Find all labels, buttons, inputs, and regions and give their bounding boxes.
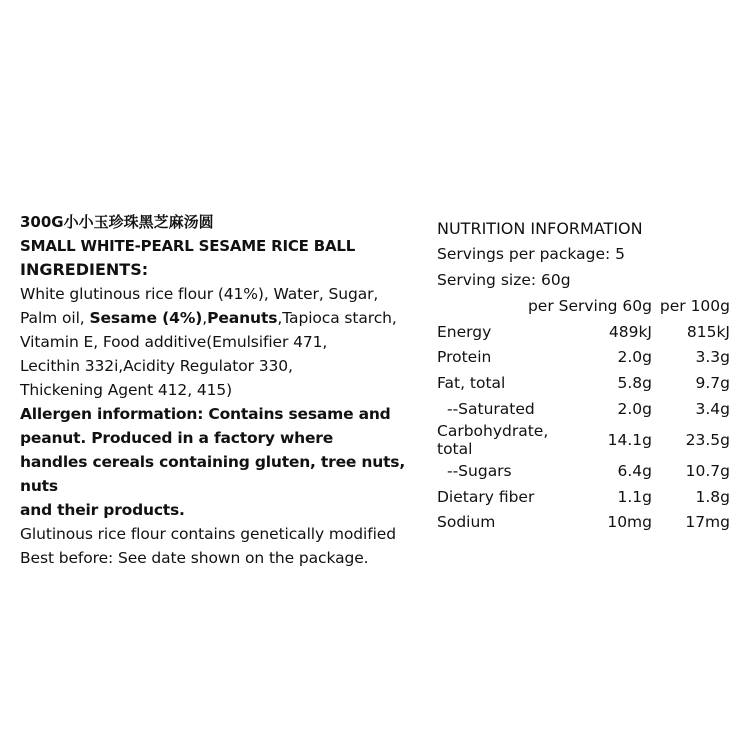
allergen-information	[20, 402, 420, 522]
ingredients-line	[20, 306, 420, 330]
per-serving-value: 6.4g	[617, 461, 652, 480]
per-serving-value: 489kJ	[608, 322, 652, 341]
ingredients-line: White glutinous rice flour (41%), Water, Sugar,	[20, 285, 379, 303]
servings-per-package: Servings per package: 5	[437, 245, 626, 263]
per-100g-value: 10.7g	[685, 461, 730, 480]
nutrient-name: --Sugars	[447, 461, 512, 480]
nutrition-header-row	[437, 293, 730, 319]
nutrient-name: Sodium	[437, 513, 496, 532]
nutrient-name: Energy	[437, 322, 492, 341]
nutrition-panel	[437, 216, 732, 535]
product-title-chinese: 300G小小玉珍珠黑芝麻汤圆	[20, 213, 214, 231]
nutrient-name: --Saturated	[447, 400, 535, 419]
nutrition-row	[437, 370, 730, 396]
product-title-english: SMALL WHITE-PEARL SESAME RICE BALL	[20, 237, 356, 255]
nutrition-row	[437, 319, 730, 345]
nutrient-name: Fat, total	[437, 374, 506, 393]
nutrient-name: Carbohydrate, total	[437, 421, 549, 458]
ingredients-list	[20, 282, 420, 402]
nutrition-row	[437, 458, 730, 484]
ingredients-panel	[20, 210, 420, 570]
nutrition-row	[437, 422, 730, 458]
nutrition-title: NUTRITION INFORMATION	[437, 219, 643, 238]
per-100g-value: 3.3g	[695, 348, 730, 367]
allergen-peanuts: Peanuts	[207, 309, 278, 327]
ingredient-text: ,	[202, 309, 208, 327]
best-before-note: Best before: See date shown on the package.	[20, 549, 369, 567]
allergen-line: and their products.	[20, 501, 185, 519]
nutrition-row	[437, 345, 730, 371]
nutrient-name: Protein	[437, 348, 492, 367]
nutrient-name: Dietary fiber	[437, 487, 535, 506]
per-100g-value: 3.4g	[695, 400, 730, 419]
per-100g-value: 1.8g	[695, 487, 730, 506]
ingredient-text: Palm oil,	[20, 309, 90, 327]
ingredients-line: Lecithin 332i,Acidity Regulator 330,	[20, 357, 293, 375]
allergen-line: handles cereals containing gluten, tree nuts, nuts	[20, 453, 406, 495]
per-serving-value: 10mg	[607, 513, 652, 532]
allergen-line: Allergen information: Contains sesame and	[20, 405, 391, 423]
per-100g-value: 9.7g	[695, 374, 730, 393]
column-per-100g: per 100g	[659, 296, 730, 315]
column-per-serving: per Serving 60g	[527, 296, 652, 315]
nutrition-row	[437, 484, 730, 510]
per-serving-value: 1.1g	[617, 487, 652, 506]
gmo-note: Glutinous rice flour contains genetically modified	[20, 525, 396, 543]
per-100g-value: 23.5g	[685, 430, 730, 449]
per-100g-value: 17mg	[685, 513, 730, 532]
ingredients-line: Thickening Agent 412, 415)	[20, 381, 233, 399]
per-serving-value: 2.0g	[617, 348, 652, 367]
nutrition-table	[437, 293, 730, 535]
per-serving-value: 2.0g	[617, 400, 652, 419]
ingredients-heading: INGREDIENTS:	[20, 260, 149, 279]
nutrition-row	[437, 510, 730, 536]
per-serving-value: 5.8g	[617, 374, 652, 393]
serving-size: Serving size: 60g	[437, 271, 571, 289]
allergen-line: peanut. Produced in a factory where	[20, 429, 334, 447]
per-serving-value: 14.1g	[607, 430, 652, 449]
ingredient-text: ,Tapioca starch,	[277, 309, 397, 327]
nutrition-row	[437, 396, 730, 422]
product-notes	[20, 522, 420, 570]
allergen-sesame: Sesame (4%)	[89, 309, 203, 327]
per-100g-value: 815kJ	[686, 322, 730, 341]
ingredients-line: Vitamin E, Food additive(Emulsifier 471,	[20, 333, 328, 351]
